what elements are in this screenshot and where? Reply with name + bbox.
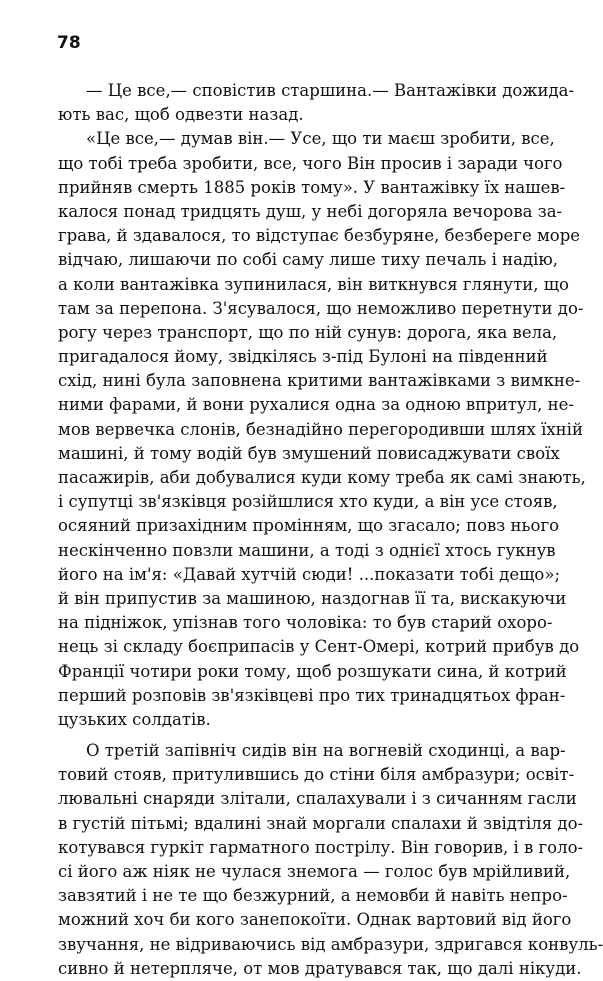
text-line: завзятий і не те що безжурний, а немовби й навіть непро-	[58, 886, 568, 906]
text-line: Франції чотири роки тому, щоб розшукати сина, й котрий	[58, 661, 567, 681]
text-line: товий стояв, притулившись до стіни біля амбразури; освіт-	[58, 765, 575, 785]
text-line: відчаю, лишаючи по собі саму лише тиху печаль і надію,	[58, 250, 559, 270]
text-line: — Це все,— сповістив старшина.— Вантажівки дожида-	[86, 81, 575, 100]
text-line: прийняв смерть 1885 років тому». У вантажівку їх нашев-	[58, 177, 566, 197]
paragraph-gap	[58, 732, 544, 739]
text-line: а коли вантажівка зупинилася, він виткнувся глянути, що	[58, 274, 569, 294]
text-line: машині, й тому водій був змушений повисаджувати своїх	[58, 443, 560, 463]
text-line: пасажирів, аби добувалися куди кому треба як самі знають,	[58, 468, 586, 487]
text-line: лювальні снаряди злітали, спалахували і з сичанням гасли	[58, 789, 577, 809]
text-line: в густій пітьмі; вдалині знай моргали спалахи й звідтіля до-	[58, 813, 584, 833]
text-line: ють вас, щоб одвезти назад.	[58, 105, 304, 125]
body-text	[58, 79, 603, 981]
text-line: грава, й здавалося, то відступає безбуряне, безберегe море	[58, 226, 581, 246]
text-line: мов вервечка слонів, безнадійно перегородивши шлях їхній	[58, 419, 583, 439]
text-line: можний хоч би кого занепокоїти. Однак вартовий від його	[58, 910, 572, 930]
text-line: звучання, не відриваючись від амбразури, здригався конвуль-	[58, 934, 603, 954]
paragraph	[58, 127, 586, 732]
text-line: рогу через транспорт, що по ній сунув: дорога, яка вела,	[58, 322, 558, 342]
paragraph	[58, 79, 575, 127]
text-line: нець зі складу боєприпасів у Сент-Омері, котрий прибув до	[58, 637, 580, 657]
text-line: калося понад тридцять душ, у небі догоряла вечорова за-	[58, 201, 563, 221]
text-line: пригадалося йому, звідкілясь з-під Булоні на південний	[58, 347, 548, 367]
text-line: що тобі треба зробити, все, чого Він просив і заради чого	[58, 153, 563, 173]
text-line: цузьких солдатів.	[58, 709, 211, 729]
paragraph	[58, 739, 603, 981]
text-line: і супутці зв'язківця розійшлися хто куди, а він усе стояв,	[58, 492, 558, 512]
text-line: там за перепона. З'ясувалося, що неможливо перетнути до-	[58, 298, 584, 318]
text-line: сі його аж ніяк не чулася знемога — голос був мрійливий,	[58, 862, 571, 881]
text-line: осяяний призахідним промінням, що згасало; повз нього	[58, 516, 560, 536]
page-number: 78	[57, 33, 81, 53]
text-line: котувався гуркіт гарматного пострілу. Він говорив, і в голо-	[58, 837, 584, 857]
text-line: сивно й нетерпляче, от мов дратувався так, що далі нікуди.	[58, 958, 582, 978]
text-line: нескінченно повзли машини, а тоді з однієї хтось гукнув	[58, 540, 556, 560]
text-line: схід, нині була заповнена критими вантажівками з вимкне-	[58, 371, 581, 391]
text-line: ними фарами, й вони рухалися одна за одною впритул, не-	[58, 395, 574, 415]
text-line: його на ім'я: «Давай хутчій сюди! ...показати тобі дещо»;	[58, 564, 561, 584]
text-line: перший розповів зв'язківцеві про тих тринадцятьох фран-	[58, 685, 566, 705]
text-line: О третій запівніч сидів він на вогневій сходинці, а вар-	[86, 741, 566, 761]
text-line: на підніжок, упізнав того чоловіка: то був старий охоро-	[58, 613, 553, 633]
text-line: «Це все,— думав він.— Усе, що ти маєш зробити, все,	[86, 129, 555, 149]
text-line: й він припустив за машиною, наздогнав її та, вискакуючи	[58, 588, 567, 608]
